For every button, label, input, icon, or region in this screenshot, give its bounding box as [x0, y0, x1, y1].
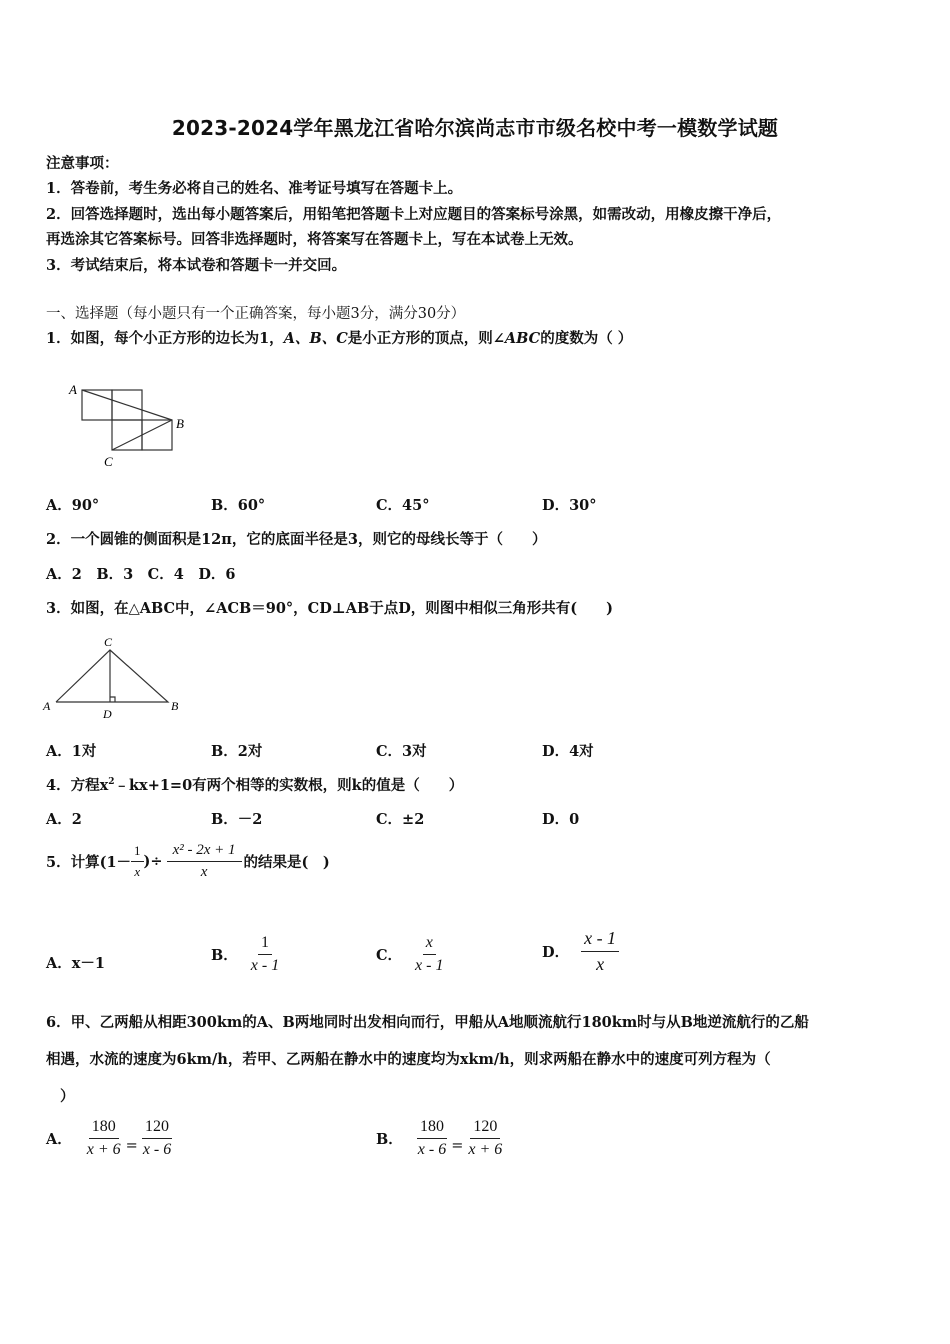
segment-ab [82, 390, 172, 420]
q5-stem-part: 5．计算(1－ [46, 854, 132, 871]
grid-square [142, 420, 172, 450]
q1-option-b[interactable]: B．60° [211, 497, 266, 514]
right-angle-mark [110, 697, 115, 702]
q6-option-a-left-fraction [84, 1118, 124, 1159]
q6-option-b[interactable] [376, 1118, 505, 1159]
notice-item-3: 3．考试结束后，将本试卷和答题卡一并交回。 [46, 257, 347, 274]
label-a: A [43, 699, 51, 713]
fraction-numerator: x - 1 [581, 928, 619, 952]
label-c: C [104, 454, 113, 469]
fraction-numerator: 1 [131, 843, 144, 862]
label-b: B [176, 416, 184, 431]
q2-options[interactable]: A．2 B．3 C．4 D．6 [46, 566, 236, 583]
q5-stem [46, 842, 330, 881]
q3-option-a[interactable]: A．1对 [46, 743, 97, 760]
q4-stem-part: 4．方程x [46, 777, 109, 794]
fraction-numerator: 1 [258, 934, 272, 955]
fraction-numerator: 120 [142, 1118, 172, 1139]
fraction-denominator: x - 6 [142, 1141, 172, 1158]
q6-option-b-left-fraction [415, 1118, 449, 1159]
q6-option-a-right-fraction [140, 1118, 174, 1159]
fraction-denominator: x [134, 864, 141, 879]
q5-stem-part: )÷ [143, 853, 163, 870]
fraction-denominator: x [596, 954, 605, 974]
fraction-denominator: x - 1 [415, 957, 444, 974]
q1-grid-figure [66, 380, 196, 472]
q1-stem [46, 327, 632, 348]
q3-option-c[interactable]: C．3对 [376, 743, 427, 760]
q1-stem-part: 是小正方形的顶点，则∠ [347, 330, 505, 347]
q1-option-d[interactable]: D．30° [542, 497, 597, 514]
notice-item-1: 1．答卷前，考生务必将自己的姓名、准考证号填写在答题卡上。 [46, 180, 463, 197]
q4-option-c[interactable]: C．±2 [376, 811, 425, 828]
q5-option-c[interactable] [376, 934, 446, 975]
q5-fraction-2 [167, 842, 242, 881]
equals-sign: = [451, 1137, 464, 1154]
q3-option-d[interactable]: D．4对 [542, 743, 594, 760]
q1-option-a[interactable]: A．90° [46, 497, 100, 514]
q5-option-b[interactable] [211, 934, 282, 975]
exam-title: 2023-2024学年黑龙江省哈尔滨尚志市市级名校中考一模数学试题 [171, 116, 779, 140]
q3-triangle-figure [40, 632, 190, 724]
q2-stem: 2．一个圆锥的侧面积是12π，它的底面半径是3，则它的母线长等于（ ） [46, 531, 547, 548]
fraction-denominator: x - 6 [417, 1141, 447, 1158]
label-d: D [103, 707, 112, 721]
fraction-numerator: x [423, 934, 436, 955]
fraction-numerator: x² - 2x + 1 [167, 842, 242, 862]
q5-option-d-fraction [581, 928, 619, 975]
q5-option-b-fraction [248, 934, 282, 975]
fraction-denominator: x + 6 [468, 1141, 503, 1158]
option-label: A． [46, 1131, 72, 1148]
fraction-denominator: x - 1 [250, 957, 280, 974]
q1-stem-part: 的度数为（ ） [540, 330, 633, 347]
fraction-numerator: 180 [417, 1118, 447, 1139]
fraction-denominator: x [200, 864, 208, 880]
section-heading: 一、选择题（每小题只有一个正确答案，每小题3分，满分30分） [46, 306, 466, 322]
notice-item-2: 2．回答选择题时，选出每小题答案后，用铅笔把答题卡上对应题目的答案标号涂黑，如需改动，用橡皮擦干净后， [46, 206, 782, 223]
fraction-denominator: x + 6 [86, 1141, 121, 1158]
q4-option-a[interactable]: A．2 [46, 811, 82, 828]
q5-stem-part: 的结果是( ) [243, 854, 330, 871]
label-c: C [104, 635, 113, 649]
q4-stem-part: ﹣kx+1=0有两个相等的实数根，则k的值是（ ） [114, 777, 464, 794]
q1-stem-points: A、B、C [283, 330, 348, 347]
q5-option-d[interactable] [542, 928, 619, 975]
option-label: D． [542, 944, 570, 961]
option-label: C． [376, 947, 403, 964]
option-label: B． [211, 947, 238, 964]
q3-option-b[interactable]: B．2对 [211, 743, 263, 760]
q4-option-d[interactable]: D．0 [542, 811, 580, 828]
label-b: B [171, 699, 179, 713]
q6-stem-line-3: ） [60, 1088, 75, 1105]
q4-option-b[interactable]: B．－2 [211, 811, 263, 828]
q6-stem-line-2: 相遇，水流的速度为6km/h，若甲、乙两船在静水中的速度均为xkm/h，则求两船在静水中的速度可列方程为（ [46, 1051, 771, 1068]
q1-stem-part: 1．如图，每个小正方形的边长为1， [46, 330, 284, 347]
fraction-numerator: 120 [470, 1118, 500, 1139]
q1-stem-angle: ABC [504, 330, 541, 347]
option-label: B． [376, 1131, 403, 1148]
label-a: A [69, 382, 77, 397]
q5-option-a[interactable]: A．x－1 [46, 955, 105, 972]
grid-square [112, 420, 142, 450]
triangle-abc [56, 650, 168, 702]
q6-option-a[interactable] [46, 1118, 174, 1159]
fraction-numerator: 180 [89, 1118, 119, 1139]
q4-stem [46, 774, 463, 795]
q4-exponent: 2 [108, 777, 115, 788]
equals-sign: = [125, 1137, 138, 1154]
q1-option-c[interactable]: C．45° [376, 497, 430, 514]
notice-heading: 注意事项： [46, 155, 119, 172]
q5-fraction-1 [131, 843, 144, 880]
q6-stem-line-1: 6．甲、乙两船从相距300km的A、B两地同时出发相向而行，甲船从A地顺流航行180km时与从B地逆流航行的乙船 [46, 1014, 809, 1031]
q5-option-c-fraction [412, 934, 446, 975]
notice-item-2-cont: 再选涂其它答案标号。回答非选择题时，将答案写在答题卡上，写在本试卷上无效。 [46, 231, 583, 248]
q6-option-b-right-fraction [465, 1118, 505, 1159]
q3-stem: 3．如图，在△ABC中，∠ACB＝90°，CD⊥AB于点D，则图中相似三角形共有( ) [46, 600, 614, 617]
